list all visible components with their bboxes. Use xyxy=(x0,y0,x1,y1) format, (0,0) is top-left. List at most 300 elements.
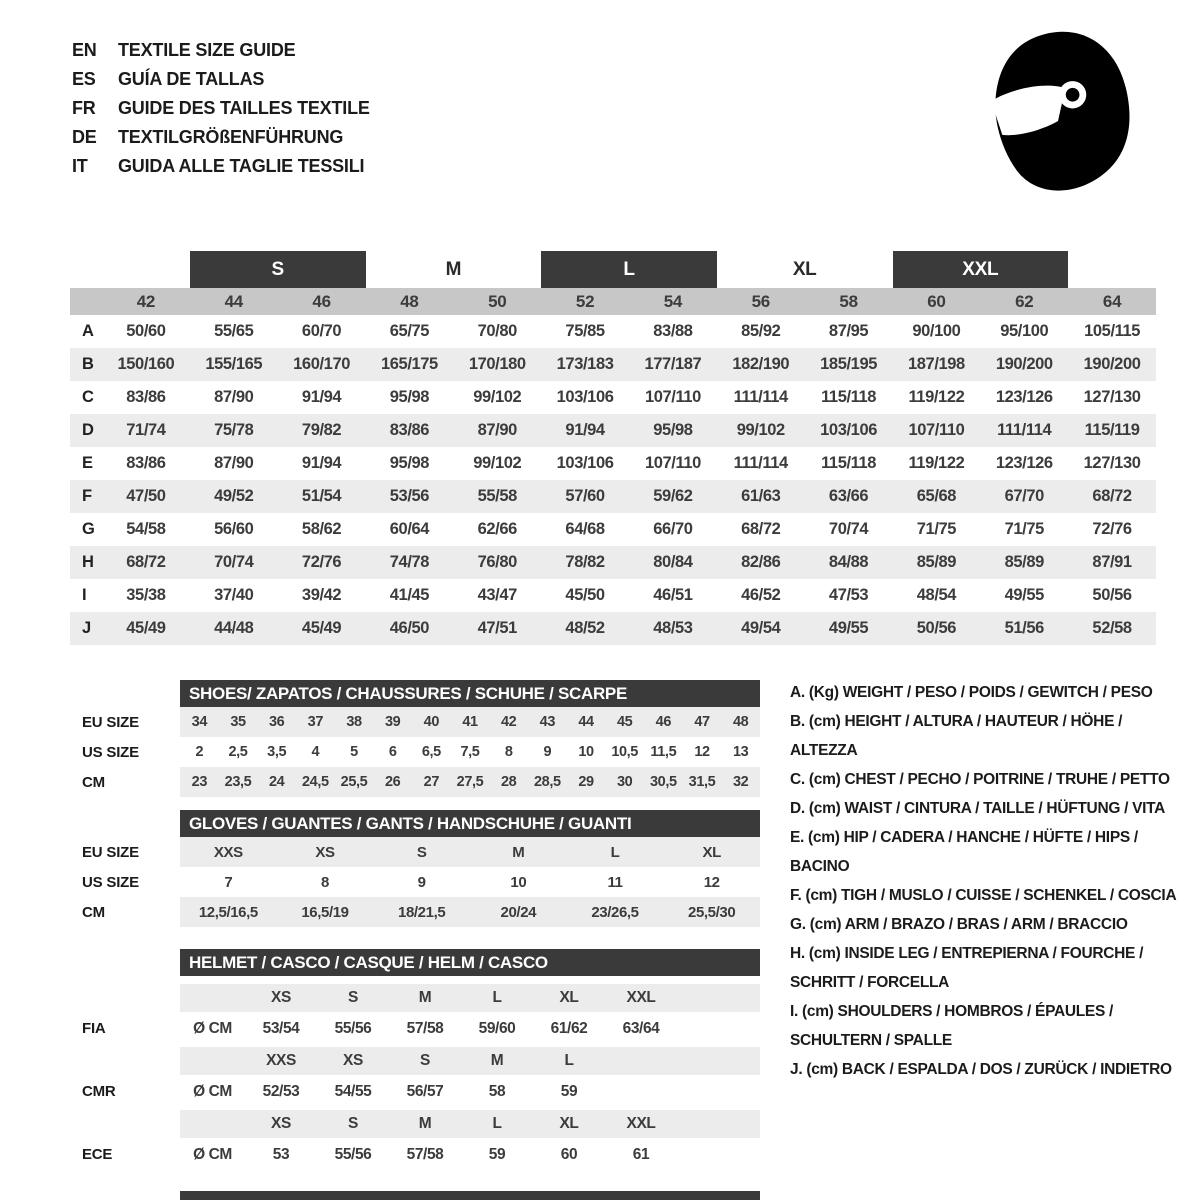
language-code: ES xyxy=(72,69,96,89)
size-value: 20/24 xyxy=(500,903,537,921)
measurement-value: 111/114 xyxy=(733,454,788,472)
measurement-value: 75/78 xyxy=(214,421,254,439)
row-values xyxy=(180,984,760,1012)
measurement-value: 70/80 xyxy=(477,322,517,340)
measurement-value: 70/74 xyxy=(828,520,869,538)
row-letter-label: E xyxy=(82,454,93,472)
legend-item: A. (Kg) WEIGHT / PESO / POIDS / GEWITCH / PESO xyxy=(790,684,1153,701)
measurement-value: 103/106 xyxy=(820,421,877,439)
numeric-size: 54 xyxy=(663,291,683,311)
helmet-size-value: 52/53 xyxy=(262,1082,300,1100)
measurement-value: 60/64 xyxy=(389,520,430,538)
row-letter-label: H xyxy=(82,553,94,571)
size-value: 40 xyxy=(423,714,439,730)
size-group-l: L xyxy=(541,251,717,288)
measurement-value: 111/114 xyxy=(733,388,788,406)
measurement-value: 103/106 xyxy=(556,388,614,406)
measurement-value: 170/180 xyxy=(468,355,526,373)
measurement-value: 80/84 xyxy=(653,553,693,571)
helmet-size-label: XS xyxy=(271,1115,291,1132)
size-value: 47 xyxy=(694,714,710,730)
helmet-standard-group xyxy=(70,984,782,1045)
measurement-value: 46/50 xyxy=(389,619,430,637)
measurement-value: 50/56 xyxy=(1092,586,1132,604)
legend-item: H. (cm) INSIDE LEG / ENTREPIERNA / FOURCHE / SCHRITT / FORCELLA xyxy=(790,945,1144,991)
measurement-value: 111/114 xyxy=(997,421,1052,439)
size-value: 27 xyxy=(423,774,439,790)
size-value: 28,5 xyxy=(534,774,561,790)
size-value: 29 xyxy=(578,774,594,790)
measurement-value: 55/58 xyxy=(477,487,517,505)
helmet-standard-label: FIA xyxy=(82,1020,106,1037)
measurement-value: 71/74 xyxy=(126,421,166,439)
size-value: 35 xyxy=(230,714,246,730)
measurement-value: 67/70 xyxy=(1004,487,1044,505)
measurement-value: 44/48 xyxy=(214,619,254,637)
measurement-value: 83/88 xyxy=(653,322,693,340)
helmet-size-label: M xyxy=(418,1115,432,1132)
row-unit-label: US SIZE xyxy=(82,873,139,891)
table-row xyxy=(70,414,1156,447)
measurement-value: 85/89 xyxy=(916,553,957,571)
measurement-value: 165/175 xyxy=(380,355,438,373)
row-values xyxy=(180,1110,760,1138)
helmet-size-label: XL xyxy=(559,1115,579,1132)
helmet-size-value: 61/62 xyxy=(550,1019,588,1037)
row-letter-label: B xyxy=(82,355,94,373)
measurement-value: 95/98 xyxy=(389,454,430,472)
row-values xyxy=(180,737,760,767)
helmet-standard-label: CMR xyxy=(82,1083,116,1100)
measurement-value: 48/53 xyxy=(653,619,693,637)
size-value: 2,5 xyxy=(228,744,248,760)
measurement-value: 79/82 xyxy=(301,421,342,439)
helmet-size-label: XS xyxy=(343,1052,363,1069)
row-values xyxy=(180,1075,760,1108)
measurement-value: 46/52 xyxy=(741,586,781,604)
measurement-value: 173/183 xyxy=(556,355,614,373)
row-letter-label: D xyxy=(82,421,94,439)
row-unit-label: CM xyxy=(82,773,105,791)
size-value: 43 xyxy=(539,714,555,730)
helmet-size-value: 53 xyxy=(272,1145,290,1163)
measurement-value: 72/76 xyxy=(301,553,342,571)
language-title-row xyxy=(72,36,370,65)
table-row xyxy=(70,612,1156,645)
measurement-value: 68/72 xyxy=(741,520,781,538)
numeric-size: 62 xyxy=(1015,291,1034,311)
size-value: 32 xyxy=(732,774,749,790)
size-value: XL xyxy=(702,843,721,861)
measurement-value: 115/118 xyxy=(821,388,877,406)
measurement-value: 43/47 xyxy=(477,586,517,604)
measurement-value: 155/165 xyxy=(205,355,263,373)
numeric-size: 50 xyxy=(488,291,507,311)
measurement-value: 99/102 xyxy=(473,388,522,406)
row-unit-label: EU SIZE xyxy=(82,843,139,861)
numeric-size: 46 xyxy=(312,291,331,311)
helmet-sizes-row xyxy=(70,1047,782,1075)
size-value: 34 xyxy=(191,714,207,730)
table-row xyxy=(70,447,1156,480)
row-letter-label: I xyxy=(82,586,87,604)
table-row xyxy=(70,513,1156,546)
measurement-value: 107/110 xyxy=(908,421,965,439)
helmet-size-value: 55/56 xyxy=(334,1019,372,1037)
measurement-value: 95/98 xyxy=(389,388,430,406)
size-group-xl: XL xyxy=(792,258,817,280)
helmet-size-value: 55/56 xyxy=(334,1145,372,1163)
size-value: 6,5 xyxy=(421,744,441,760)
table-row xyxy=(70,579,1156,612)
helmet-size-label: M xyxy=(418,989,432,1006)
helmet-section xyxy=(70,949,782,1171)
measurement-value: 107/110 xyxy=(644,388,701,406)
measurement-value: 58/62 xyxy=(301,520,342,538)
legend-item: E. (cm) HIP / CADERA / HANCHE / HÜFTE / HIPS / BACINO xyxy=(790,829,1138,875)
size-value: 10,5 xyxy=(611,744,638,760)
table-row xyxy=(70,837,782,867)
page-title: GUIDE DES TAILLES TEXTILE xyxy=(118,98,370,118)
measurement-value: 90/100 xyxy=(912,322,961,340)
measurement-value: 87/91 xyxy=(1092,553,1132,571)
helmet-size-value: 59 xyxy=(488,1145,506,1163)
legend-item: C. (cm) CHEST / PECHO / POITRINE / TRUHE / PETTO xyxy=(790,771,1170,788)
measurement-value: 39/42 xyxy=(301,586,342,604)
size-value: XXS xyxy=(213,843,243,861)
measurement-value: 51/56 xyxy=(1004,619,1044,637)
measurement-value: 49/52 xyxy=(214,487,254,505)
gloves-section-header: GLOVES / GUANTES / GANTS / HANDSCHUHE / GUANTI xyxy=(180,810,760,837)
measurement-value: 103/106 xyxy=(556,454,614,472)
helmet-size-label: XXL xyxy=(626,989,656,1006)
size-value: 26 xyxy=(384,774,401,790)
language-title-row xyxy=(72,123,370,152)
page-title: TEXTILE SIZE GUIDE xyxy=(118,40,296,60)
measurement-value: 48/54 xyxy=(916,586,957,604)
measurement-value: 47/51 xyxy=(477,619,517,637)
measurement-value: 115/118 xyxy=(821,454,877,472)
helmet-size-label: L xyxy=(492,989,502,1006)
language-title-row xyxy=(72,152,370,181)
numeric-size: 60 xyxy=(927,291,946,311)
measurement-value: 50/60 xyxy=(126,322,166,340)
language-code: FR xyxy=(72,98,96,118)
measurement-value: 60/70 xyxy=(301,322,342,340)
size-value: 25,5 xyxy=(340,774,368,790)
row-values xyxy=(180,767,760,797)
row-values xyxy=(180,1047,760,1075)
measurement-value: 182/190 xyxy=(732,355,790,373)
measurement-legend xyxy=(790,678,1192,1084)
helmet-size-value: 53/54 xyxy=(262,1019,300,1037)
measurement-value: 119/122 xyxy=(908,388,965,406)
measurement-value: 76/80 xyxy=(477,553,517,571)
measurement-value: 72/76 xyxy=(1092,520,1132,538)
measurement-value: 150/160 xyxy=(117,355,175,373)
helmet-size-value: 54/55 xyxy=(334,1082,372,1100)
measurement-value: 41/45 xyxy=(389,586,430,604)
measurement-value: 56/60 xyxy=(214,520,254,538)
helmet-size-label: L xyxy=(492,1115,502,1132)
language-code: EN xyxy=(72,40,97,60)
measurement-rows xyxy=(70,315,1156,645)
measurement-value: 127/130 xyxy=(1083,388,1141,406)
helmet-size-label: S xyxy=(348,1115,358,1132)
measurement-value: 91/94 xyxy=(301,454,342,472)
numeric-size: 42 xyxy=(136,291,156,311)
measurement-value: 66/70 xyxy=(653,520,693,538)
helmet-size-value: 59 xyxy=(560,1082,578,1100)
helmet-size-label: XS xyxy=(271,989,291,1006)
language-code: DE xyxy=(72,127,97,147)
size-value: M xyxy=(512,843,525,861)
measurement-value: 78/82 xyxy=(565,553,605,571)
size-value: 7,5 xyxy=(460,744,480,760)
measurement-value: 123/126 xyxy=(995,388,1053,406)
measurement-value: 45/50 xyxy=(565,586,605,604)
size-value: 39 xyxy=(384,714,401,730)
row-values xyxy=(180,837,760,867)
shoes-section xyxy=(70,680,782,797)
size-value: 31,5 xyxy=(688,774,716,790)
size-value: 44 xyxy=(578,714,594,730)
size-group-xxl: XXL xyxy=(893,251,1069,288)
language-title-row xyxy=(72,94,370,123)
measurement-value: 49/54 xyxy=(741,619,781,637)
helmet-size-value: 56/57 xyxy=(406,1082,444,1100)
size-group-s: S xyxy=(190,251,366,288)
legend-item: D. (cm) WAIST / CINTURA / TAILLE / HÜFTUNG / VITA xyxy=(790,800,1166,817)
size-value: 13 xyxy=(732,744,749,760)
measurement-value: 71/75 xyxy=(1004,520,1044,538)
helmet-size-label: S xyxy=(420,1052,430,1069)
table-row xyxy=(70,867,782,897)
size-value: 24 xyxy=(268,774,285,790)
measurement-value: 53/56 xyxy=(389,487,430,505)
measurement-value: 91/94 xyxy=(565,421,605,439)
row-letter-label: A xyxy=(82,322,94,340)
measurement-value: 37/40 xyxy=(214,586,254,604)
measurement-value: 63/66 xyxy=(828,487,869,505)
measurement-value: 68/72 xyxy=(1092,487,1132,505)
table-row xyxy=(70,381,1156,414)
legend-item: J. (cm) BACK / ESPALDA / DOS / ZURÜCK / INDIETRO xyxy=(790,1061,1172,1078)
measurement-value: 85/89 xyxy=(1004,553,1044,571)
helmet-sizes-row xyxy=(70,984,782,1012)
size-value: 16,5/19 xyxy=(301,903,349,921)
row-values xyxy=(180,1138,760,1171)
shoes-section-header: SHOES/ ZAPATOS / CHAUSSURES / SCHUHE / SCARPE xyxy=(180,680,760,707)
legend-item: F. (cm) TIGH / MUSLO / CUISSE / SCHENKEL / COSCIA xyxy=(790,887,1177,904)
measurement-value: 59/62 xyxy=(653,487,693,505)
gloves-section xyxy=(70,810,782,927)
row-letter-label: F xyxy=(82,487,92,505)
measurement-value: 54/58 xyxy=(126,520,166,538)
size-value: 27,5 xyxy=(456,774,484,790)
page-header xyxy=(72,36,1142,199)
helmet-standard-group xyxy=(70,1047,782,1108)
helmet-values-row xyxy=(70,1012,782,1045)
size-value: 12 xyxy=(703,873,720,891)
measurement-value: 190/200 xyxy=(1083,355,1141,373)
measurement-value: 83/86 xyxy=(126,454,166,472)
measurement-value: 57/60 xyxy=(565,487,605,505)
measurement-value: 99/102 xyxy=(473,454,522,472)
size-value: 8 xyxy=(504,744,513,760)
legend-item: B. (cm) HEIGHT / ALTURA / HAUTEUR / HÖHE / ALTEZZA xyxy=(790,713,1123,759)
helmet-values-row xyxy=(70,1075,782,1108)
measurement-value: 55/65 xyxy=(214,322,254,340)
measurement-value: 45/49 xyxy=(301,619,342,637)
size-value: 30,5 xyxy=(650,774,677,790)
size-value: 8 xyxy=(321,873,329,891)
row-values xyxy=(180,867,760,897)
language-title-list xyxy=(72,36,370,181)
helmet-size-value: 57/58 xyxy=(406,1145,444,1163)
numeric-size: 44 xyxy=(224,291,243,311)
size-group-m: M xyxy=(445,258,462,280)
row-unit-label: CM xyxy=(82,903,105,921)
size-value: 23/26,5 xyxy=(591,903,639,921)
size-value: 36 xyxy=(268,714,285,730)
measurement-value: 87/90 xyxy=(477,421,517,439)
row-letter-label: J xyxy=(82,619,91,637)
measurement-value: 185/195 xyxy=(820,355,877,373)
size-value: 12,5/16,5 xyxy=(198,903,258,921)
measurement-value: 83/86 xyxy=(389,421,430,439)
helmet-size-value: 58 xyxy=(488,1082,506,1100)
measurement-value: 160/170 xyxy=(293,355,350,373)
measurement-value: 50/56 xyxy=(916,619,957,637)
size-value: 41 xyxy=(462,714,478,730)
row-letter-label: G xyxy=(82,520,95,538)
measurement-value: 83/86 xyxy=(126,388,166,406)
measurement-value: 190/200 xyxy=(995,355,1053,373)
helmet-size-label: XXS xyxy=(266,1052,296,1069)
helmet-size-value: 57/58 xyxy=(406,1019,444,1037)
helmet-standard-group xyxy=(70,1110,782,1171)
measurement-value: 64/68 xyxy=(565,520,605,538)
measurement-value: 85/92 xyxy=(741,322,781,340)
numeric-size-bar xyxy=(70,288,1156,315)
size-value: 10 xyxy=(510,873,527,891)
size-value: 2 xyxy=(195,744,204,760)
table-row xyxy=(70,767,782,797)
measurement-value: 65/75 xyxy=(389,322,430,340)
measurement-value: 35/38 xyxy=(126,586,166,604)
size-value: 23 xyxy=(191,774,207,790)
size-value: 9 xyxy=(543,744,552,760)
measurement-value: 95/100 xyxy=(1000,322,1049,340)
size-value: 37 xyxy=(307,714,323,730)
size-value: 5 xyxy=(350,744,358,760)
table-row xyxy=(70,315,1156,348)
size-value: 12 xyxy=(694,744,710,760)
measurement-value: 95/98 xyxy=(653,421,693,439)
measurement-value: 123/126 xyxy=(995,454,1053,472)
footwear-sections xyxy=(70,680,782,1171)
table-row xyxy=(70,707,782,737)
numeric-size: 52 xyxy=(575,291,595,311)
helmet-sizes-row xyxy=(70,1110,782,1138)
size-value: 4 xyxy=(311,744,320,760)
numeric-size: 56 xyxy=(751,291,770,311)
page-title: TEXTILGRÖßENFÜHRUNG xyxy=(118,127,344,147)
measurement-value: 127/130 xyxy=(1083,454,1141,472)
table-row xyxy=(70,546,1156,579)
measurement-value: 45/49 xyxy=(126,619,166,637)
measurement-value: 47/50 xyxy=(126,487,166,505)
racing-helmet-icon xyxy=(984,30,1136,199)
table-row xyxy=(70,348,1156,381)
helmet-size-label: S xyxy=(348,989,358,1006)
size-value: 9 xyxy=(417,873,426,891)
row-values xyxy=(180,897,760,927)
measurement-value: 70/74 xyxy=(214,553,254,571)
helmet-size-value: 63/64 xyxy=(622,1019,660,1037)
helmet-size-label: XXL xyxy=(626,1115,656,1132)
measurement-value: 52/58 xyxy=(1092,619,1132,637)
measurement-value: 119/122 xyxy=(908,454,965,472)
measurement-value: 84/88 xyxy=(828,553,869,571)
diameter-unit-label: Ø CM xyxy=(193,1019,232,1037)
diameter-unit-label: Ø CM xyxy=(193,1082,232,1100)
measurement-value: 74/78 xyxy=(389,553,430,571)
size-value: 7 xyxy=(224,873,233,891)
helmet-size-value: 60 xyxy=(560,1145,578,1163)
size-value: 38 xyxy=(346,714,362,730)
size-value: 18/21,5 xyxy=(398,903,446,921)
row-unit-label: EU SIZE xyxy=(82,713,139,731)
row-letter-label: C xyxy=(82,388,94,406)
size-value: 10 xyxy=(578,744,594,760)
measurement-value: 177/187 xyxy=(644,355,702,373)
helmet-values-row xyxy=(70,1138,782,1171)
legend-item: I. (cm) SHOULDERS / HOMBROS / ÉPAULES / SCHULTERN / SPALLE xyxy=(790,1003,1114,1049)
size-value: 48 xyxy=(732,714,749,730)
size-value: 42 xyxy=(500,714,517,730)
measurement-value: 49/55 xyxy=(1004,586,1044,604)
numeric-size: 64 xyxy=(1102,291,1122,311)
helmet-size-value: 61 xyxy=(632,1145,650,1163)
size-value: 28 xyxy=(500,774,517,790)
measurement-value: 62/66 xyxy=(477,520,517,538)
helmet-size-label: M xyxy=(490,1052,504,1069)
helmet-size-label: XL xyxy=(559,989,579,1006)
measurement-value: 107/110 xyxy=(644,454,701,472)
measurement-value: 65/68 xyxy=(916,487,957,505)
table-row xyxy=(70,897,782,927)
numeric-size: 48 xyxy=(400,291,419,311)
gloves-rows xyxy=(70,837,782,927)
size-value: 30 xyxy=(616,774,633,790)
measurement-value: 187/198 xyxy=(907,355,965,373)
measurement-value: 82/86 xyxy=(741,553,781,571)
textile-size-table xyxy=(70,251,1156,645)
row-values xyxy=(180,707,760,737)
size-value: 24,5 xyxy=(302,774,329,790)
measurement-value: 99/102 xyxy=(736,421,785,439)
language-title-row xyxy=(72,65,370,94)
measurement-value: 115/119 xyxy=(1084,421,1140,439)
size-group-header xyxy=(70,251,1156,288)
page-title: GUÍA DE TALLAS xyxy=(118,69,265,89)
table-row xyxy=(70,480,1156,513)
measurement-value: 87/90 xyxy=(214,454,254,472)
size-value: S xyxy=(416,843,427,861)
measurement-value: 47/53 xyxy=(828,586,869,604)
